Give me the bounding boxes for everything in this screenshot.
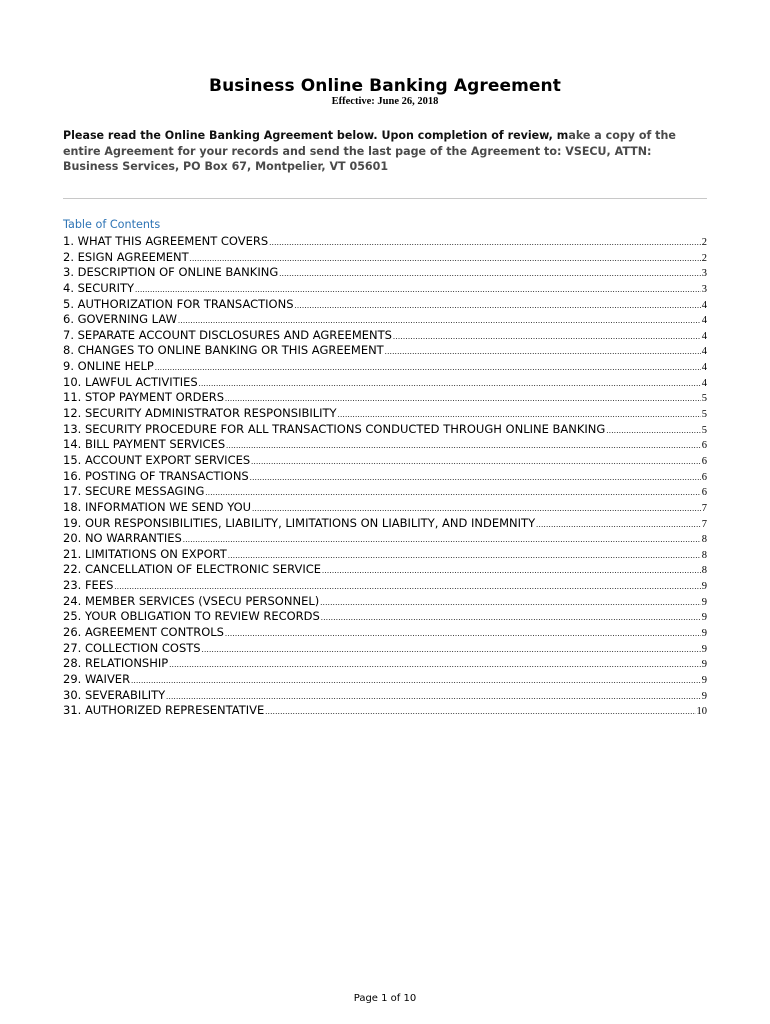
- intro-text-part2: ake a copy of the entire Agreement for your records and send the last page of the Agreement to: VSECU, ATTN: Business Services, PO Box 67, Montpelier, VT 05601: [63, 129, 676, 173]
- toc-entry[interactable]: [63, 343, 707, 359]
- toc-entry-label[interactable]: 12. SECURITY ADMINISTRATOR RESPONSIBILITY: [63, 406, 337, 421]
- toc-leader-dots: [199, 379, 701, 388]
- toc-entry-label[interactable]: 23. FEES: [63, 578, 114, 593]
- toc-entry[interactable]: [63, 531, 707, 547]
- toc-entry-page: 10: [696, 706, 707, 718]
- toc-entry-page: 7: [701, 502, 707, 514]
- toc-entry[interactable]: [63, 688, 707, 704]
- toc-entry[interactable]: [63, 281, 707, 297]
- effective-date: Effective: June 26, 2018: [331, 96, 439, 107]
- toc-entry-page: 4: [701, 315, 707, 327]
- toc-leader-dots: [228, 551, 701, 560]
- toc-entry-label[interactable]: 16. POSTING OF TRANSACTIONS: [63, 468, 249, 483]
- toc-entry[interactable]: [63, 625, 707, 641]
- toc-entry-label[interactable]: 6. GOVERNING LAW: [63, 312, 177, 327]
- toc-entry-label[interactable]: 1. WHAT THIS AGREEMENT COVERS: [63, 234, 269, 248]
- toc-entry-label[interactable]: 20. NO WARRANTIES: [63, 531, 182, 546]
- toc-entry[interactable]: [63, 641, 707, 657]
- toc-entry[interactable]: [63, 562, 707, 578]
- toc-entry-label[interactable]: 3. DESCRIPTION OF ONLINE BANKING: [63, 265, 279, 280]
- toc-leader-dots: [169, 660, 701, 669]
- toc-entry-label[interactable]: 25. YOUR OBLIGATION TO REVIEW RECORDS: [63, 609, 320, 624]
- toc-entry-page: 8: [701, 534, 707, 546]
- toc-entry-label[interactable]: 14. BILL PAYMENT SERVICES: [63, 437, 226, 452]
- toc-entry[interactable]: [63, 578, 707, 594]
- toc-leader-dots: [251, 457, 701, 466]
- toc-entry-page: 9: [701, 628, 707, 640]
- toc-entry-label[interactable]: 4. SECURITY: [63, 280, 135, 295]
- toc-entry-label[interactable]: 11. STOP PAYMENT ORDERS: [63, 390, 225, 405]
- toc-leader-dots: [536, 520, 701, 529]
- toc-entry[interactable]: [63, 312, 707, 328]
- toc-leader-dots: [321, 613, 701, 622]
- toc-entry-label[interactable]: 31. AUTHORIZED REPRESENTATIVE: [63, 703, 265, 718]
- toc-entry-page: 5: [701, 393, 707, 405]
- toc-entry-page: 4: [701, 299, 707, 311]
- toc-leader-dots: [225, 629, 701, 638]
- toc-entry-page: 9: [701, 659, 707, 671]
- toc-entry-page: 4: [701, 377, 707, 389]
- toc-entry[interactable]: [63, 265, 707, 281]
- toc-entry-page: 5: [701, 424, 707, 436]
- toc-entry-label[interactable]: 7. SEPARATE ACCOUNT DISCLOSURES AND AGREEMENTS: [63, 327, 392, 342]
- toc-entry[interactable]: [63, 422, 707, 438]
- toc-entry-label[interactable]: 8. CHANGES TO ONLINE BANKING OR THIS AGREEMENT: [63, 343, 384, 358]
- toc-leader-dots: [322, 566, 701, 575]
- toc-entry[interactable]: [63, 547, 707, 563]
- toc-entry-label[interactable]: 19. OUR RESPONSIBILITIES, LIABILITY, LIMITATIONS ON LIABILITY, AND INDEMNITY: [63, 515, 536, 530]
- toc-leader-dots: [226, 441, 701, 450]
- toc-entry[interactable]: [63, 453, 707, 469]
- toc-leader-dots: [114, 582, 700, 591]
- toc-entry-page: 3: [701, 283, 707, 295]
- toc-entry-page: 4: [701, 346, 707, 358]
- toc-entry-page: 9: [701, 581, 707, 593]
- toc-leader-dots: [393, 332, 701, 341]
- toc-leader-dots: [135, 285, 701, 294]
- toc-entry[interactable]: [63, 234, 707, 250]
- toc-entry[interactable]: [63, 375, 707, 391]
- toc-leader-dots: [178, 316, 701, 325]
- toc-entry-label[interactable]: 29. WAIVER: [63, 671, 131, 686]
- toc-entry-page: 9: [701, 674, 707, 686]
- toc-entry[interactable]: [63, 516, 707, 532]
- document-title: Business Online Banking Agreement: [209, 76, 561, 96]
- toc-leader-dots: [202, 645, 701, 654]
- toc-entry-page: 4: [701, 362, 707, 374]
- toc-leader-dots: [190, 254, 701, 263]
- toc-entry-page: 6: [701, 471, 707, 483]
- toc-leader-dots: [250, 473, 701, 482]
- toc-entry-label[interactable]: 9. ONLINE HELP: [63, 359, 154, 374]
- toc-leader-dots: [183, 535, 701, 544]
- toc-leader-dots: [252, 504, 701, 513]
- toc-entry-page: 9: [701, 612, 707, 624]
- toc-leader-dots: [385, 347, 701, 356]
- toc-entry-page: 6: [701, 487, 707, 499]
- toc-leader-dots: [205, 488, 700, 497]
- toc-entry-label[interactable]: 5. AUTHORIZATION FOR TRANSACTIONS: [63, 296, 294, 311]
- toc-entry-page: 2: [701, 252, 707, 264]
- toc-entry-label[interactable]: 21. LIMITATIONS ON EXPORT: [63, 546, 227, 561]
- toc-entry-label[interactable]: 26. AGREEMENT CONTROLS: [63, 625, 224, 640]
- toc-entry-label[interactable]: 28. RELATIONSHIP: [63, 656, 169, 671]
- toc-entry-label[interactable]: 10. LAWFUL ACTIVITIES: [63, 374, 198, 389]
- toc-entry[interactable]: [63, 656, 707, 672]
- toc-entry[interactable]: [63, 250, 707, 266]
- toc-entry-label[interactable]: 17. SECURE MESSAGING: [63, 484, 205, 499]
- toc-entry-page: 8: [701, 565, 707, 577]
- divider: [63, 198, 707, 199]
- toc-entry[interactable]: [63, 328, 707, 344]
- page-footer: Page 1 of 10: [353, 993, 417, 1004]
- toc-entry-page: 3: [701, 268, 707, 280]
- toc-entry-page: 6: [701, 455, 707, 467]
- toc-entry-label[interactable]: 2. ESIGN AGREEMENT: [63, 249, 189, 264]
- toc-entry-label[interactable]: 22. CANCELLATION OF ELECTRONIC SERVICE: [63, 562, 322, 577]
- toc-entry-label[interactable]: 18. INFORMATION WE SEND YOU: [63, 499, 252, 514]
- intro-text-part1: Please read the Online Banking Agreement below. Upon completion of review, m: [63, 129, 569, 142]
- toc-entry[interactable]: [63, 297, 707, 313]
- toc-entry-page: 9: [701, 690, 707, 702]
- toc-leader-dots: [338, 410, 701, 419]
- toc-entry[interactable]: [63, 500, 707, 516]
- toc-entry-label[interactable]: 27. COLLECTION COSTS: [63, 640, 201, 655]
- toc-leader-dots: [265, 707, 695, 716]
- toc-entry[interactable]: [63, 594, 707, 610]
- toc-entry-label[interactable]: 13. SECURITY PROCEDURE FOR ALL TRANSACTIONS CONDUCTED THROUGH ONLINE BANKING: [63, 421, 606, 436]
- toc-entry-page: 4: [701, 330, 707, 342]
- toc-leader-dots: [320, 598, 701, 607]
- toc-entry[interactable]: [63, 484, 707, 500]
- toc-entry-page: 7: [701, 518, 707, 530]
- toc-entry[interactable]: [63, 437, 707, 453]
- toc-entry-page: 8: [701, 549, 707, 561]
- toc-entry-page: 2: [701, 237, 707, 248]
- toc-entry[interactable]: [63, 672, 707, 688]
- toc-entry-page: 9: [701, 596, 707, 608]
- toc-entry-page: 5: [701, 409, 707, 421]
- table-of-contents: [63, 234, 707, 719]
- toc-leader-dots: [155, 363, 701, 372]
- toc-entry[interactable]: [63, 469, 707, 485]
- toc-heading: Table of Contents: [63, 218, 161, 231]
- toc-leader-dots: [131, 676, 701, 685]
- toc-leader-dots: [279, 269, 701, 278]
- toc-entry-label[interactable]: 15. ACCOUNT EXPORT SERVICES: [63, 452, 251, 467]
- toc-leader-dots: [269, 238, 701, 247]
- toc-leader-dots: [225, 394, 701, 403]
- toc-entry-label[interactable]: 24. MEMBER SERVICES (VSECU PERSONNEL): [63, 593, 320, 608]
- toc-leader-dots: [295, 301, 701, 310]
- toc-leader-dots: [606, 426, 700, 435]
- toc-entry[interactable]: [63, 703, 707, 719]
- toc-entry-label[interactable]: 30. SEVERABILITY: [63, 687, 166, 702]
- toc-entry-page: 9: [701, 643, 707, 655]
- toc-leader-dots: [166, 692, 701, 701]
- intro-paragraph: [63, 128, 703, 175]
- toc-entry-page: 6: [701, 440, 707, 452]
- toc-entry[interactable]: [63, 359, 707, 375]
- toc-entry[interactable]: [63, 609, 707, 625]
- toc-entry[interactable]: [63, 390, 707, 406]
- toc-entry[interactable]: [63, 406, 707, 422]
